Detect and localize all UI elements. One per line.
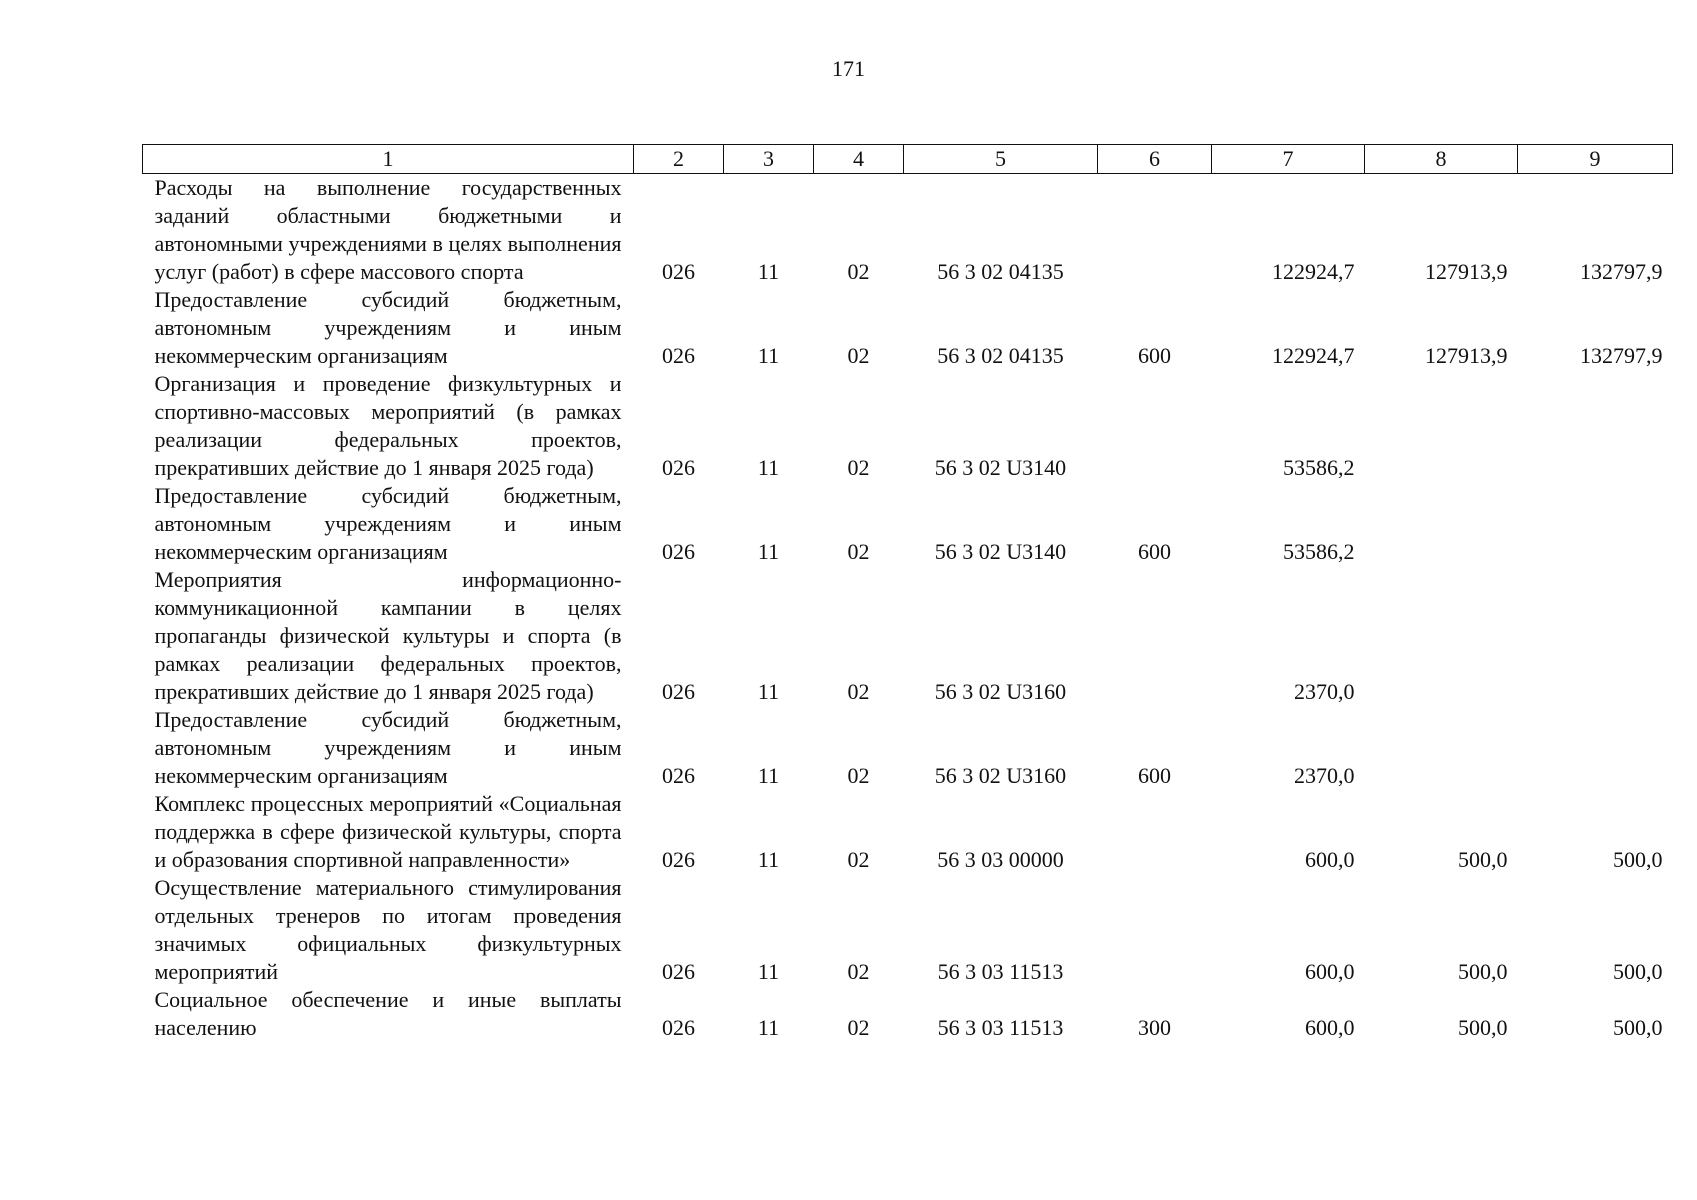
row-target-code: 56 3 03 11513 (937, 1015, 1064, 1040)
table-row (143, 986, 1673, 1042)
row-value-7: 600,0 (1305, 959, 1355, 984)
row-value-8: 127913,9 (1425, 259, 1508, 284)
row-admin-code: 026 (662, 343, 695, 368)
row-value-7: 2370,0 (1294, 679, 1355, 704)
page-number: 171 (832, 56, 865, 81)
header-col-5: 5 (904, 145, 1098, 174)
table-row (143, 286, 1673, 370)
row-value-7: 600,0 (1305, 847, 1355, 872)
table-row (143, 482, 1673, 566)
row-subsection: 02 (847, 539, 870, 564)
row-section: 11 (757, 847, 780, 872)
row-subsection: 02 (847, 763, 870, 788)
row-section: 11 (757, 1015, 780, 1040)
header-row (143, 145, 1673, 174)
row-subsection: 02 (847, 847, 870, 872)
row-expense-type: 300 (1138, 1015, 1171, 1040)
row-value-7: 53586,2 (1283, 539, 1355, 564)
row-target-code: 56 3 02 U3160 (934, 679, 1067, 704)
row-expense-type: 600 (1138, 343, 1171, 368)
row-value-8: 127913,9 (1425, 343, 1508, 368)
row-section: 11 (757, 679, 780, 704)
row-value-9: 500,0 (1613, 959, 1663, 984)
header-col-6: 6 (1098, 145, 1212, 174)
row-section: 11 (757, 455, 780, 480)
table-header (143, 145, 1673, 174)
row-admin-code: 026 (662, 847, 695, 872)
row-expense-type (1098, 174, 1212, 287)
row-name: Мероприятия информационно-коммуникационной кампании в целях пропаганды физической культуры и спорта (в рамках реализации федеральных проектов, прекративших действие до 1 января 2025 года) (154, 567, 622, 704)
header-col-4: 4 (814, 145, 904, 174)
row-admin-code: 026 (662, 763, 695, 788)
row-admin-code: 026 (662, 455, 695, 480)
row-expense-type (1098, 790, 1212, 874)
row-name: Комплекс процессных мероприятий «Социальная поддержка в сфере физической культуры, спорта и образования спортивной направленности» (154, 791, 622, 872)
row-value-9: 132797,9 (1580, 259, 1663, 284)
row-section: 11 (757, 259, 780, 284)
row-value-7: 600,0 (1305, 1015, 1355, 1040)
row-expense-type: 600 (1138, 763, 1171, 788)
table-row (143, 874, 1673, 986)
row-value-9: 500,0 (1613, 1015, 1663, 1040)
row-name: Организация и проведение физкультурных и спортивно-массовых мероприятий (в рамках реализации федеральных проектов, прекративших действие до 1 января 2025 года) (154, 371, 622, 480)
row-section: 11 (757, 343, 780, 368)
row-value-8 (1365, 482, 1518, 566)
row-subsection: 02 (847, 455, 870, 480)
row-value-7: 122924,7 (1272, 343, 1355, 368)
row-value-7: 53586,2 (1283, 455, 1355, 480)
row-expense-type (1098, 874, 1212, 986)
row-subsection: 02 (847, 259, 870, 284)
row-target-code: 56 3 03 00000 (937, 847, 1064, 872)
row-value-9 (1518, 566, 1673, 706)
row-value-8: 500,0 (1458, 847, 1508, 872)
row-expense-type: 600 (1138, 539, 1171, 564)
row-admin-code: 026 (662, 539, 695, 564)
table-row (143, 174, 1673, 287)
table-row (143, 790, 1673, 874)
row-value-8 (1365, 370, 1518, 482)
row-subsection: 02 (847, 1015, 870, 1040)
row-value-8 (1365, 566, 1518, 706)
row-name: Предоставление субсидий бюджетным, автономным учреждениям и иным некоммерческим организациям (154, 287, 622, 368)
header-col-3: 3 (724, 145, 814, 174)
row-value-8: 500,0 (1458, 959, 1508, 984)
row-section: 11 (757, 539, 780, 564)
row-name: Предоставление субсидий бюджетным, автономным учреждениям и иным некоммерческим организациям (154, 707, 622, 788)
row-value-9 (1518, 706, 1673, 790)
row-subsection: 02 (847, 343, 870, 368)
row-section: 11 (757, 959, 780, 984)
row-admin-code: 026 (662, 1015, 695, 1040)
row-subsection: 02 (847, 959, 870, 984)
row-target-code: 56 3 02 U3140 (934, 539, 1067, 564)
row-value-9: 500,0 (1613, 847, 1663, 872)
header-col-8: 8 (1365, 145, 1518, 174)
row-name: Социальное обеспечение и иные выплаты населению (154, 987, 622, 1040)
row-value-9 (1518, 482, 1673, 566)
row-name: Предоставление субсидий бюджетным, автономным учреждениям и иным некоммерческим организациям (154, 483, 622, 564)
row-value-9 (1518, 370, 1673, 482)
row-value-8: 500,0 (1458, 1015, 1508, 1040)
table-row (143, 706, 1673, 790)
header-col-7: 7 (1212, 145, 1365, 174)
header-col-1: 1 (143, 145, 634, 174)
row-target-code: 56 3 02 04135 (937, 343, 1064, 368)
row-name: Осуществление материального стимулирования отдельных тренеров по итогам проведения значимых официальных физкультурных мероприятий (154, 875, 622, 984)
budget-table (142, 144, 1673, 1042)
row-name: Расходы на выполнение государственных заданий областными бюджетными и автономными учреждениями в целях выполнения услуг (работ) в сфере массового спорта (154, 175, 622, 284)
row-expense-type (1098, 370, 1212, 482)
row-admin-code: 026 (662, 679, 695, 704)
row-value-8 (1365, 706, 1518, 790)
row-section: 11 (757, 763, 780, 788)
row-value-7: 122924,7 (1272, 259, 1355, 284)
row-value-7: 2370,0 (1294, 763, 1355, 788)
row-expense-type (1098, 566, 1212, 706)
row-target-code: 56 3 03 11513 (937, 959, 1064, 984)
header-col-2: 2 (634, 145, 724, 174)
table-row (143, 566, 1673, 706)
header-col-9: 9 (1518, 145, 1673, 174)
row-admin-code: 026 (662, 259, 695, 284)
table-row (143, 370, 1673, 482)
row-target-code: 56 3 02 04135 (937, 259, 1064, 284)
row-value-9: 132797,9 (1580, 343, 1663, 368)
row-subsection: 02 (847, 679, 870, 704)
row-admin-code: 026 (662, 959, 695, 984)
row-target-code: 56 3 02 U3140 (934, 455, 1067, 480)
row-target-code: 56 3 02 U3160 (934, 763, 1067, 788)
